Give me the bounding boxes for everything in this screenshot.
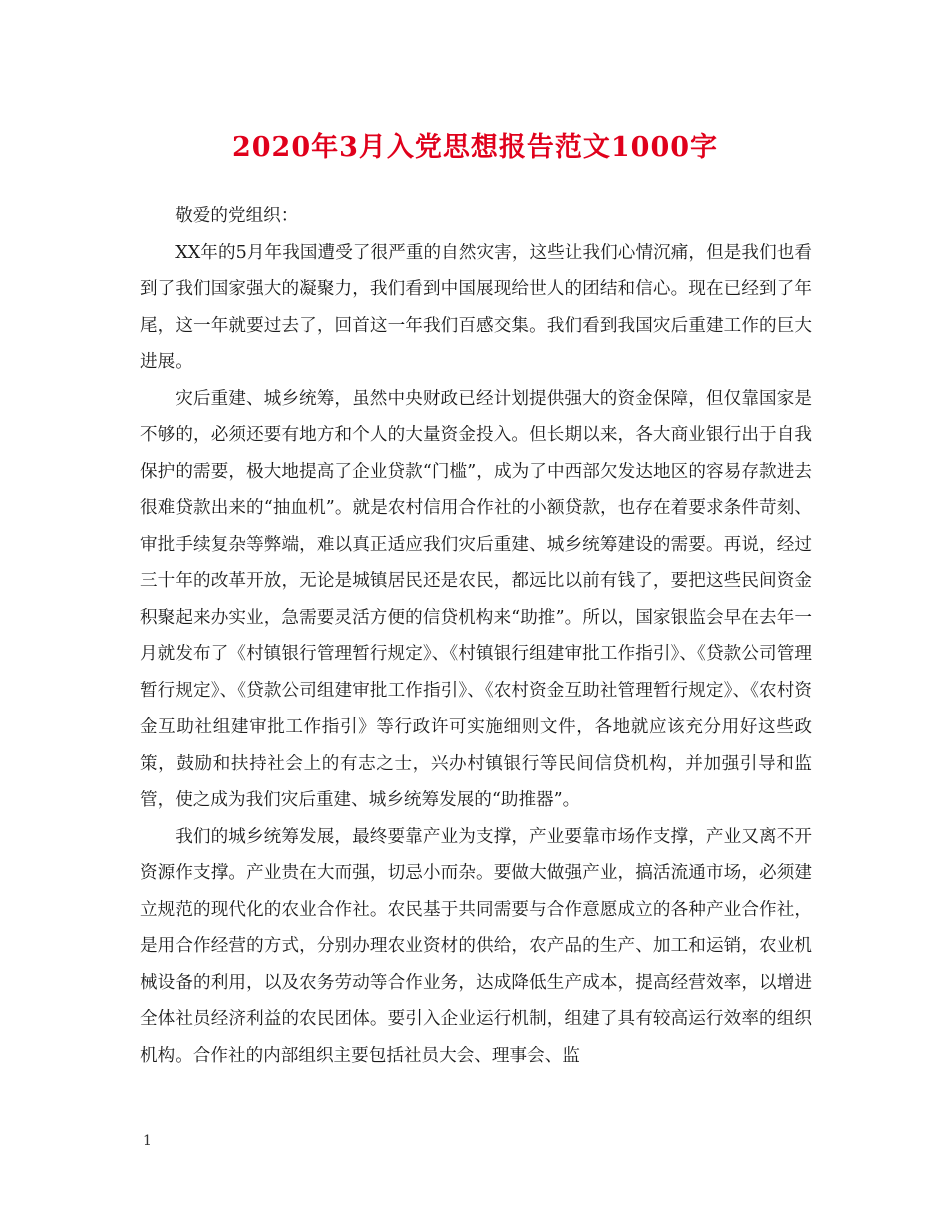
page-number: 1 xyxy=(143,1133,152,1149)
document-title: 2020年3月入党思想报告范文1000字 xyxy=(231,132,719,163)
body-paragraph: 我们的城乡统筹发展，最终要靠产业为支撑，产业要靠市场作支撑，产业又离不开资源作支撑。产业贵在大而强，切忌小而杂。要做大做强产业，搞活流通市场，必须建立规范的现代化的农业合作社。农民基于共同需要与合作意愿成立的各种产业合作社，是用合作经营的方式，分别办理农业资材的供给，农产品的生产、加工和运销，农业机械设备的利用，以及农务劳动等合作业务，达成降低生产成本，提高经营效率，以增进全体社员经济利益的农民团体。要引入企业运行机制，组建了具有较高运行效率的组织机构。合作社的内部组织主要包括社员大会、理事会、监 xyxy=(140,826,812,1066)
salutation-paragraph: 敬爱的党组织： xyxy=(175,206,299,226)
document-body xyxy=(140,198,812,1074)
body-paragraph: XX年的5月年我国遭受了很严重的自然灾害，这些让我们心情沉痛，但是我们也看到了我们国家强大的凝聚力，我们看到中国展现给世人的团结和信心。现在已经到了年尾，这一年就要过去了，回首这一年我们百感交集。我们看到我国灾后重建工作的巨大进展。 xyxy=(140,242,812,372)
body-paragraph: 灾后重建、城乡统筹，虽然中央财政已经计划提供强大的资金保障，但仅靠国家是不够的，必须还要有地方和个人的大量资金投入。但长期以来，各大商业银行出于自我保护的需要，极大地提高了企业贷款“门槛”，成为了中西部欠发达地区的容易存款进去很难贷款出来的“抽血机”。就是农村信用合作社的小额贷款，也存在着要求条件苛刻、审批手续复杂等弊端，难以真正适应我们灾后重建、城乡统筹建设的需要。再说，经过三十年的改革开放，无论是城镇居民还是农民，都远比以前有钱了，要把这些民间资金积聚起来办实业，急需要灵活方便的信贷机构来“助推”。所以，国家银监会早在去年一月就发布了《村镇银行管理暂行规定》、《村镇银行组建审批工作指引》、《贷款公司管理暂行规定》、《贷款公司组建审批工作指引》、《农村资金互助社管理暂行规定》、《农村资金互助社组建审批工作指引》等行政许可实施细则文件，各地就应该充分用好这些政策，鼓励和扶持社会上的有志之士，兴办村镇银行等民间信贷机构，并加强引导和监管，使之成为我们灾后重建、城乡统筹发展的“助推器”。 xyxy=(140,388,812,810)
